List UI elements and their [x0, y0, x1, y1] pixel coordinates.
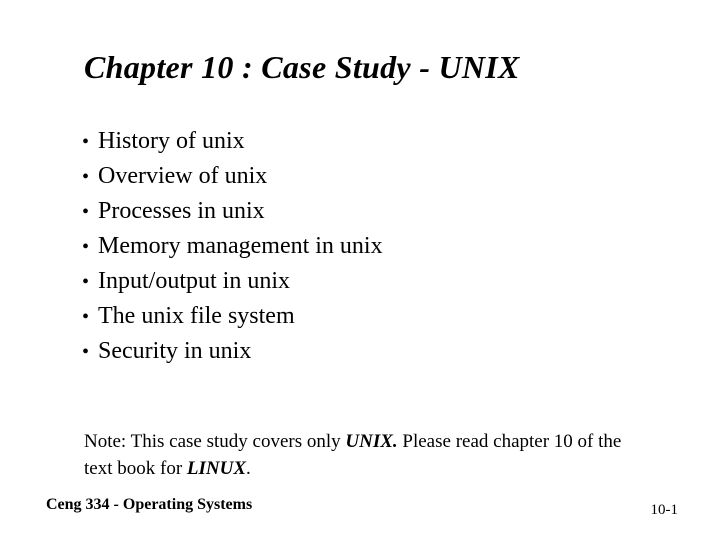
- list-item-label: Input/output in unix: [98, 268, 290, 294]
- list-item: [82, 194, 662, 229]
- list-item: [82, 229, 662, 264]
- note-suffix: .: [246, 458, 251, 479]
- list-item: [82, 334, 662, 369]
- list-item: [82, 159, 662, 194]
- bullet-marker-icon: •: [82, 271, 90, 293]
- list-item: [82, 264, 662, 299]
- note-middle: Please read chapter 10 of the text book for: [84, 431, 622, 479]
- bullet-list: [82, 124, 662, 369]
- bullet-marker-icon: •: [82, 131, 90, 153]
- list-item-label: Processes in unix: [98, 198, 265, 224]
- page-title: Chapter 10 : Case Study - UNIX: [84, 49, 520, 85]
- list-item: [82, 124, 662, 159]
- list-item-label: Security in unix: [98, 338, 252, 364]
- bullet-marker-icon: •: [82, 341, 90, 363]
- footer-course-label: Ceng 334 - Operating Systems: [46, 496, 253, 513]
- bullet-marker-icon: •: [82, 236, 90, 258]
- list-item-label: The unix file system: [98, 303, 295, 329]
- bullet-marker-icon: •: [82, 306, 90, 328]
- note-text: [84, 428, 624, 482]
- note-emphasis-linux: LINUX: [186, 458, 247, 479]
- list-item-label: History of unix: [98, 128, 245, 154]
- note-emphasis-unix: UNIX.: [345, 431, 398, 452]
- bullet-marker-icon: •: [82, 166, 90, 188]
- footer-page-number: 10-1: [650, 502, 678, 518]
- list-item-label: Overview of unix: [98, 163, 268, 189]
- list-item: [82, 299, 662, 334]
- list-item-label: Memory management in unix: [98, 233, 383, 259]
- bullet-marker-icon: •: [82, 201, 90, 223]
- note-prefix: Note: This case study covers only: [84, 431, 346, 452]
